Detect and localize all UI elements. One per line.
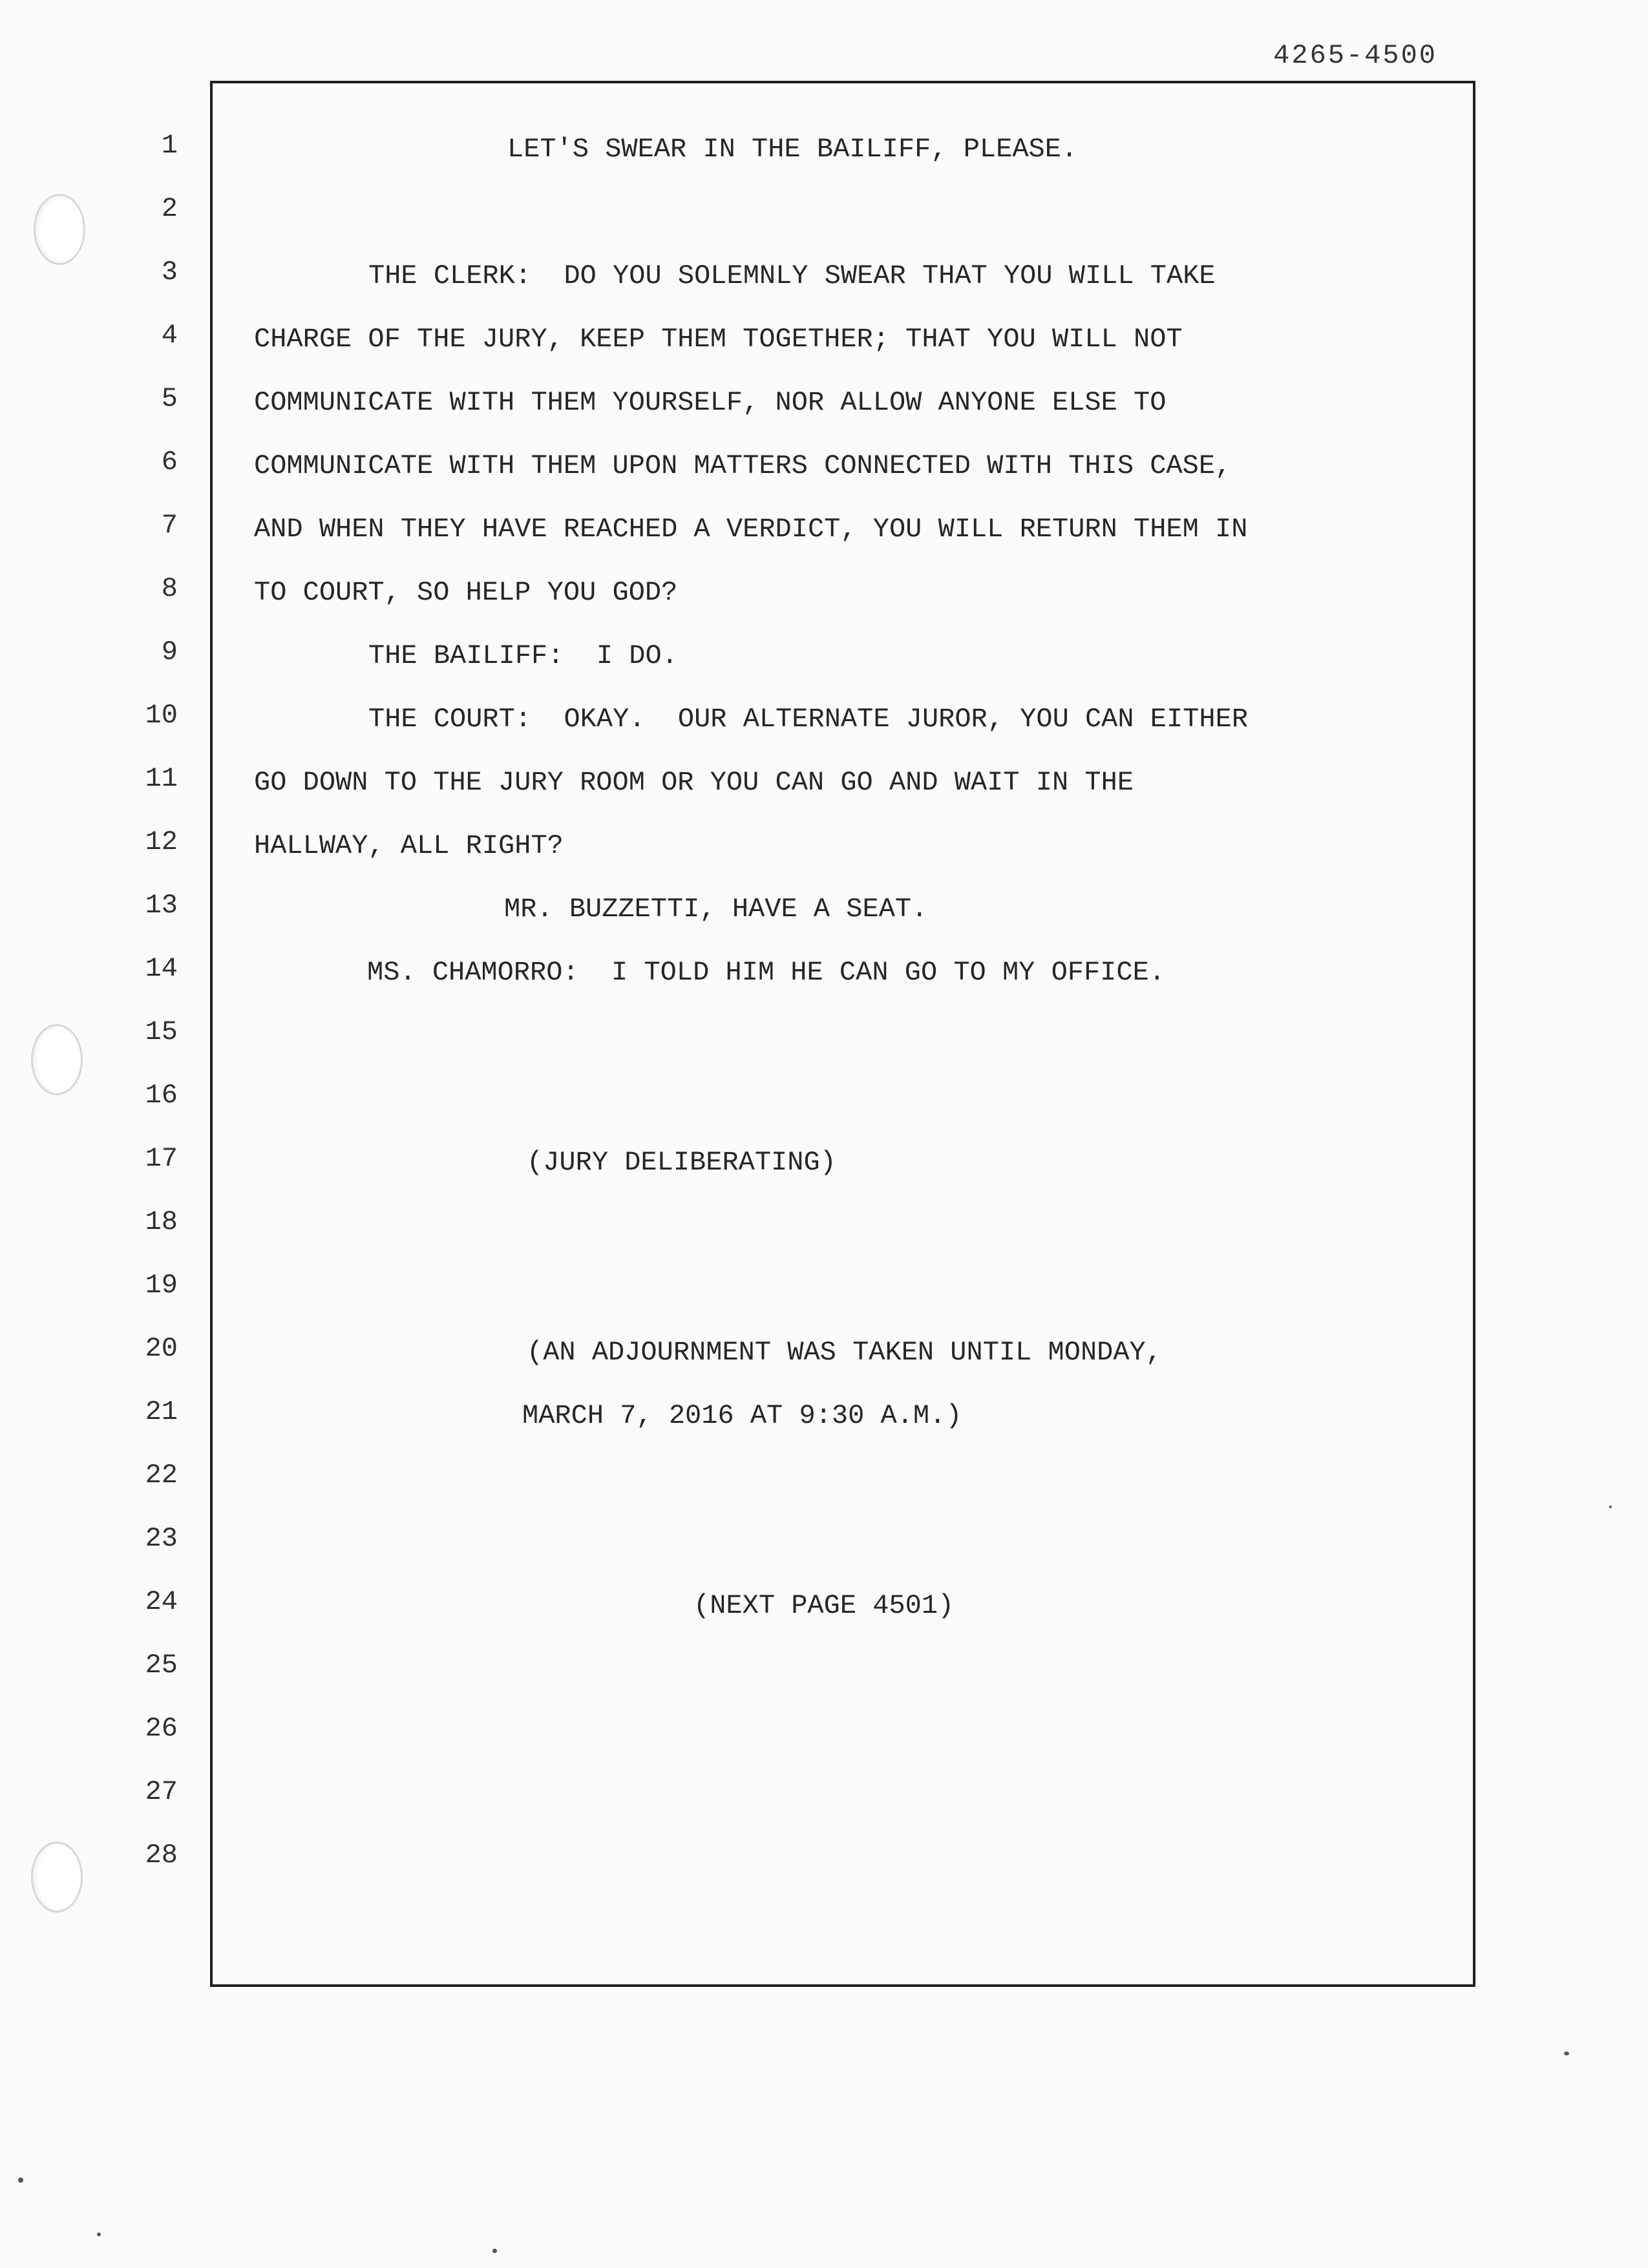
binder-hole-bottom <box>31 1842 83 1913</box>
transcript-line: MS. CHAMORRO: I TOLD HIM HE CAN GO TO MY OFFICE. <box>367 957 1166 988</box>
line-number: 4 <box>161 320 178 351</box>
line-number: 12 <box>145 826 178 857</box>
transcript-line: COMMUNICATE WITH THEM UPON MATTERS CONNECTED WITH THIS CASE, <box>254 450 1232 481</box>
line-number: 8 <box>161 573 178 604</box>
line-number: 18 <box>145 1206 178 1237</box>
line-number: 24 <box>145 1586 178 1617</box>
line-number: 7 <box>161 510 178 541</box>
transcript-line: MARCH 7, 2016 AT 9:30 A.M.) <box>522 1400 962 1431</box>
page-range-number: 4265-4500 <box>1273 40 1437 71</box>
line-number: 6 <box>161 446 178 478</box>
transcript-line: THE CLERK: DO YOU SOLEMNLY SWEAR THAT YOU WILL TAKE <box>368 260 1216 291</box>
line-number: 3 <box>161 257 178 288</box>
transcript-line: (JURY DELIBERATING) <box>527 1147 836 1178</box>
line-number: 17 <box>145 1143 178 1174</box>
line-number: 1 <box>161 130 178 161</box>
transcript-line: THE BAILIFF: I DO. <box>368 640 678 671</box>
transcript-line: (AN ADJOURNMENT WAS TAKEN UNTIL MONDAY, <box>527 1337 1162 1368</box>
transcript-line: AND WHEN THEY HAVE REACHED A VERDICT, YOU WILL RETURN THEM IN <box>254 514 1248 545</box>
line-number: 2 <box>161 193 178 224</box>
line-number: 26 <box>145 1713 178 1744</box>
scan-speck <box>97 2232 101 2236</box>
line-number: 10 <box>145 700 178 731</box>
scan-speck <box>18 2178 23 2183</box>
line-number: 15 <box>145 1016 178 1047</box>
line-number: 20 <box>145 1333 178 1364</box>
line-number: 21 <box>145 1396 178 1427</box>
transcript-line: GO DOWN TO THE JURY ROOM OR YOU CAN GO AND WAIT IN THE <box>254 767 1134 798</box>
transcript-line: (NEXT PAGE 4501) <box>693 1590 955 1621</box>
transcript-line: TO COURT, SO HELP YOU GOD? <box>254 577 678 608</box>
line-number: 19 <box>145 1270 178 1301</box>
transcript-line: HALLWAY, ALL RIGHT? <box>254 830 564 861</box>
scan-speck <box>1564 2052 1569 2055</box>
transcript-frame <box>210 81 1475 1987</box>
line-number: 27 <box>145 1776 178 1807</box>
transcript-line: MR. BUZZETTI, HAVE A SEAT. <box>504 894 928 925</box>
line-number: 23 <box>145 1523 178 1554</box>
transcript-line: THE COURT: OKAY. OUR ALTERNATE JUROR, YOU CAN EITHER <box>368 704 1249 735</box>
line-number: 9 <box>161 636 178 667</box>
scan-speck <box>1609 1506 1612 1508</box>
transcript-line: CHARGE OF THE JURY, KEEP THEM TOGETHER; THAT YOU WILL NOT <box>254 324 1183 355</box>
line-number: 13 <box>145 890 178 921</box>
transcript-line: LET'S SWEAR IN THE BAILIFF, PLEASE. <box>507 134 1078 165</box>
line-number: 5 <box>161 383 178 414</box>
line-number: 22 <box>145 1460 178 1491</box>
line-number: 14 <box>145 953 178 984</box>
line-number: 16 <box>145 1080 178 1111</box>
binder-hole-top <box>34 194 85 265</box>
line-number: 11 <box>145 763 178 794</box>
scan-speck <box>492 2249 497 2253</box>
transcript-line: COMMUNICATE WITH THEM YOURSELF, NOR ALLOW ANYONE ELSE TO <box>254 387 1167 418</box>
line-number: 28 <box>145 1840 178 1871</box>
line-number: 25 <box>145 1650 178 1681</box>
binder-hole-middle <box>31 1024 83 1095</box>
